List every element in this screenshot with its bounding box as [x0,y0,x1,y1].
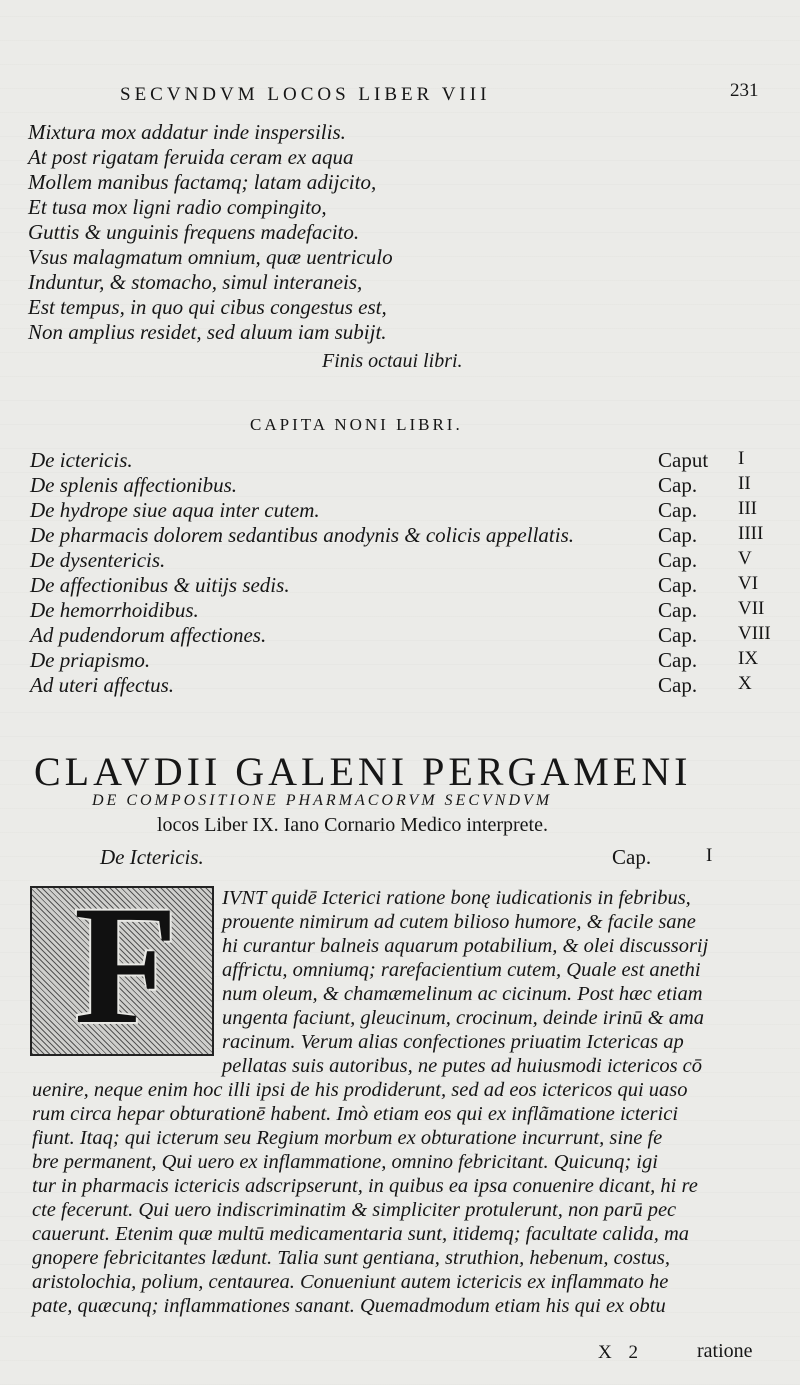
toc-number: V [738,548,752,569]
toc-title: De hydrope siue aqua inter cutem. [30,498,320,522]
catchword: ratione [697,1340,753,1362]
body-line: fiunt. Itaq; qui icterum seu Regium morbum ex obturatione incurrunt, sine fe [32,1127,663,1149]
chapter-number: I [706,845,713,866]
body-line: num oleum, & chamæmelinum ac cicinum. Post hæc etiam [222,983,703,1005]
toc-cap: Cap. [658,623,698,647]
body-line: cte fecerunt. Qui uero indiscriminatim & simpliciter protulerunt, non parū pec [32,1199,677,1221]
body-line: bre permanent, Qui uero ex inflammatione, omnino febricitant. Quicunq; igi [32,1151,658,1173]
verse-line: Vsus malagmatum omnium, quæ uentriculo [28,245,393,269]
body-line: ungenta faciunt, gleucinum, crocinum, deinde irinū & ama [222,1007,705,1029]
toc-entry [30,448,770,472]
toc-number: III [738,498,757,519]
book-subtitle: DE COMPOSITIONE PHARMACORVM SECVNDVM [92,792,553,809]
toc-number: VI [738,573,759,594]
signature-mark: X 2 [598,1342,644,1363]
body-line: cauerunt. Etenim quæ multū medicamentaria sunt, itidemq; facultate calida, ma [32,1223,690,1245]
toc-number: I [738,448,745,469]
body-line: IVNT quidē Icterici ratione bonę iudicationis in febribus, [222,887,691,909]
toc-cap: Cap. [658,498,698,522]
toc-entry [30,598,770,622]
toc-cap: Cap. [658,648,698,672]
initial-letter: F [74,886,178,1056]
chapter-cap: Cap. [612,845,652,869]
verse-line: Mollem manibus factamq; latam adijcito, [28,170,377,194]
toc-cap: Cap. [658,673,698,697]
capita-heading: CAPITA NONI LIBRI. [250,415,463,434]
toc-title: De splenis affectionibus. [30,473,238,497]
book-subtitle-line2: locos Liber IX. Iano Cornario Medico interprete. [157,814,548,836]
toc-entry [30,673,770,697]
toc-title: Ad uteri affectus. [30,673,175,697]
toc-cap: Cap. [658,473,698,497]
toc-entry [30,648,770,672]
finis-line: Finis octaui libri. [322,350,463,372]
toc-cap: Cap. [658,598,698,622]
toc-entry [30,573,770,597]
body-line: pate, quæcunq; inflammationes sanant. Quemadmodum etiam his qui ex obtu [32,1295,666,1317]
verse-line: Est tempus, in quo qui cibus congestus est, [28,295,387,319]
body-line: racinum. Verum alias confectiones priuatim Ictericas ap [222,1031,684,1053]
toc-title: De hemorrhoidibus. [30,598,199,622]
toc-title: Ad pudendorum affectiones. [30,623,267,647]
body-line: aristolochia, polium, centaurea. Conueniunt autem ictericis ex inflammato he [32,1271,669,1293]
body-line: uenire, neque enim hoc illi ipsi de his prodiderunt, sed ad eos ictericos qui uaso [32,1079,688,1101]
toc-title: De dysentericis. [30,548,166,572]
toc-entry [30,623,770,647]
toc-number: II [738,473,751,494]
chapter-title: De Ictericis. [100,845,204,869]
verse-line: Non amplius residet, sed aluum iam subijt. [28,320,387,344]
toc-title: De pharmacis dolorem sedantibus anodynis & colicis appellatis. [30,523,575,547]
toc-number: VIII [738,623,771,644]
toc-number: X [738,673,752,694]
body-line: gnopere febricitantes lædunt. Talia sunt gentiana, struthion, hebenum, costus, [32,1247,670,1269]
toc-entry [30,473,770,497]
running-head: SECVNDVM LOCOS LIBER VIII [120,84,491,105]
body-line: rum circa hepar obturationē habent. Imò etiam eos qui ex inflãmatione icterici [32,1103,679,1125]
verse-line: Induntur, & stomacho, simul interaneis, [28,270,363,294]
body-line: tur in pharmacis ictericis adscripserunt, in quibus ea ipsa conuenire dicant, hi re [32,1175,698,1197]
body-line: hi curantur balneis aquarum potabilium, & olei discussorij [222,935,709,957]
folio-number: 231 [730,80,759,101]
body-line: prouente nimirum ad cutem bilioso humore, & facile sane [222,911,696,933]
book-title: CLAVDII GALENI PERGAMENI [34,749,692,794]
verse-line: Et tusa mox ligni radio compingito, [28,195,327,219]
toc-number: IX [738,648,759,669]
body-line: affrictu, omniumq; rarefacientium cutem, Quale est anethi [222,959,701,981]
toc-cap: Cap. [658,573,698,597]
verse-line: At post rigatam feruida ceram ex aqua [28,145,354,169]
body-line: pellatas suis autoribus, ne putes ad huiusmodi ictericos cō [222,1055,703,1077]
decorated-initial [30,886,214,1056]
toc-title: De priapismo. [30,648,151,672]
toc-cap: Caput [658,448,709,472]
toc-number: IIII [738,523,764,544]
toc-entry [30,523,770,547]
toc-title: De affectionibus & uitijs sedis. [30,573,290,597]
toc-title: De ictericis. [30,448,133,472]
toc-cap: Cap. [658,548,698,572]
toc-cap: Cap. [658,523,698,547]
toc-entry [30,498,770,522]
verse-line: Mixtura mox addatur inde inspersilis. [28,120,346,144]
toc-number: VII [738,598,765,619]
toc-entry [30,548,770,572]
verse-line: Guttis & unguinis frequens madefacito. [28,220,360,244]
